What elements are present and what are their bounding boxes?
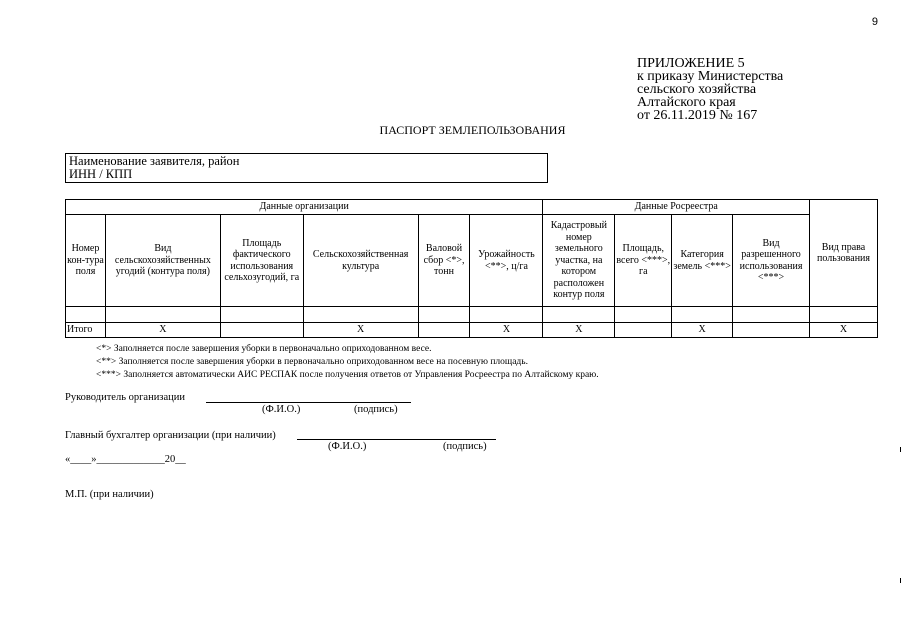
land-use-table (65, 199, 878, 338)
header-total-area: Площадь, всего <***>, га (615, 215, 672, 307)
accountant-sign-caption: (подпись) (443, 441, 487, 452)
header-cadastral: Кадастровый номер земельного участка, на котором расположен контур поля (543, 215, 615, 307)
group-header-organization: Данные организации (66, 200, 543, 215)
header-actual-area: Площадь фактического использования сельхозугодий, га (220, 215, 303, 307)
total-cell: Х (470, 323, 543, 338)
applicant-name-label: Наименование заявителя, район (69, 154, 240, 168)
header-crop: Сельскохозяйственная культура (303, 215, 418, 307)
scan-mark (900, 578, 901, 583)
date-line: «____»_____________20__ (65, 454, 186, 465)
total-cell (220, 323, 303, 338)
total-cell: Х (672, 323, 733, 338)
header-field-number: Номер кон-тура поля (66, 215, 106, 307)
document-title: ПАСПОРТ ЗЕМЛЕПОЛЬЗОВАНИЯ (379, 123, 566, 137)
footnote-1: <*> Заполняется после завершения уборки в первоначально оприходованном весе. (96, 344, 432, 354)
total-cell: Х (105, 323, 220, 338)
scan-mark (900, 447, 901, 452)
header-land-category: Категория земель <***> (672, 215, 733, 307)
header-yield: Урожайность <**>, ц/га (470, 215, 543, 307)
group-header-rosreestr: Данные Росреестра (543, 200, 810, 215)
total-cell: Х (303, 323, 418, 338)
header-right-type: Вид права пользования (810, 200, 878, 307)
empty-row (66, 307, 878, 323)
appendix-header: ПРИЛОЖЕНИЕ 5 к приказу Министерства сельского хозяйства Алтайского края от 26.11.2019 № 167 (637, 56, 784, 123)
total-cell: Х (810, 323, 878, 338)
footnote-2: <**> Заполняется после завершения уборки в первоначально оприходованном весе на посевную площадь. (96, 357, 528, 367)
footnotes (96, 343, 599, 382)
head-sign-caption: (подпись) (354, 404, 398, 415)
header-land-type: Вид сельскохозяйственных угодий (контура поля) (105, 215, 220, 307)
page-number: 9 (871, 16, 878, 28)
total-cell: Итого (66, 323, 106, 338)
head-signature-line (206, 402, 411, 403)
total-row (66, 323, 878, 338)
total-cell (733, 323, 810, 338)
applicant-inn-label: ИНН / КПП (69, 167, 133, 181)
total-cell: Х (543, 323, 615, 338)
accountant-signature-line (297, 439, 496, 440)
total-cell (418, 323, 470, 338)
header-permitted-use: Вид разрешенного использования <***> (733, 215, 810, 307)
header-gross-harvest: Валовой сбор <*>, тонн (418, 215, 470, 307)
footnote-3: <***> Заполняется автоматически АИС РЕСПАК после получения ответов от Управления Росреестра по Алтайскому краю. (96, 370, 599, 380)
head-fio-caption: (Ф.И.О.) (262, 404, 301, 415)
stamp-label: М.П. (при наличии) (65, 489, 154, 500)
accountant-signature-label: Главный бухгалтер организации (при наличии) (65, 430, 276, 441)
head-signature-label: Руководитель организации (65, 392, 185, 403)
accountant-fio-caption: (Ф.И.О.) (328, 441, 367, 452)
applicant-box (65, 153, 548, 183)
total-cell (615, 323, 672, 338)
